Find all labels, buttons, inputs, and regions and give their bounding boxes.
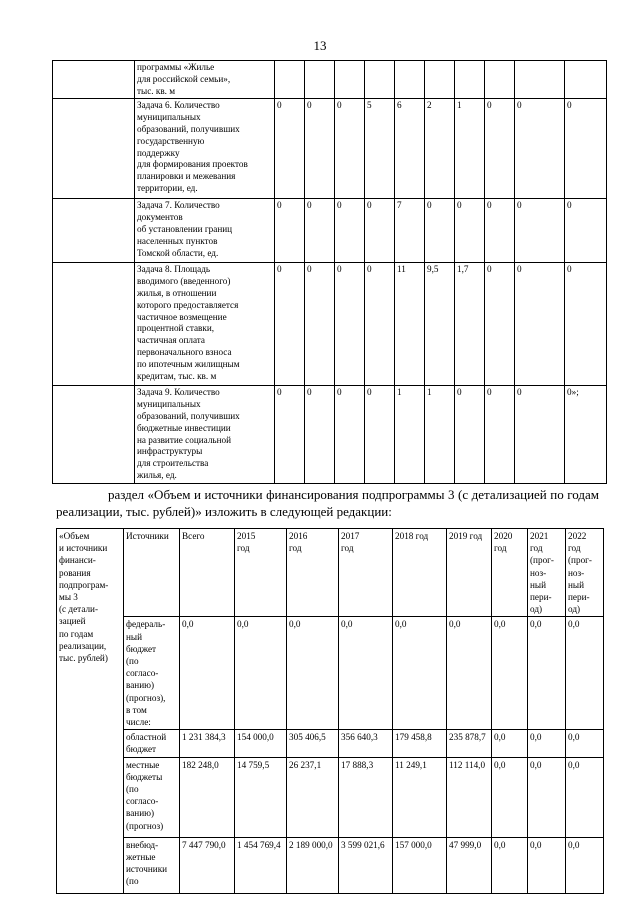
indicator-description: программы «Жилье для российской семьи», тыс. кв. м [135,61,275,99]
amount-cell: 26 237,1 [287,757,339,837]
indicator-value: 0 [275,263,305,386]
indicator-value [425,61,455,99]
indicator-value: 0 [455,199,485,263]
column-header: 2019 год [447,529,492,617]
source-cell: местные бюджеты (по согласо- ванию) (прогноз) [124,757,180,837]
amount-cell: 235 878,7 [447,730,492,757]
amount-cell: 0,0 [528,757,566,837]
amount-cell: 0,0 [528,617,566,730]
indicator-value [335,61,365,99]
side-label: «Объем и источники финанси- рования подпрограм- мы 3 (с детали- зацией по годам реализации, тыс. рублей) [57,529,124,894]
table-row [53,61,607,99]
column-header: 2015 год [235,529,287,617]
indicator-value: 0 [305,386,335,483]
amount-cell: 11 249,1 [393,757,447,837]
indicator-value: 0 [275,199,305,263]
table-row [53,263,607,386]
table-row [57,757,604,837]
indicator-value: 0 [485,199,515,263]
column-header: 2022 год (прог- ноз- ный пери- од) [566,529,604,617]
amount-cell: 1 231 384,3 [180,730,235,757]
indicator-description: Задача 7. Количество документов об установлении границ населенных пунктов Томской области, ед. [135,199,275,263]
indicator-value: 0 [365,386,395,483]
indicator-value: 9,5 [425,263,455,386]
source-cell: областной бюджет [124,730,180,757]
amount-cell: 0,0 [566,730,604,757]
indicator-value: 1 [395,386,425,483]
indicator-value: 5 [365,99,395,199]
indicator-value: 0 [365,263,395,386]
indicator-value [485,61,515,99]
indicator-description: Задача 6. Количество муниципальных образований, получивших государственную поддержку для формирования проектов планировки и межевания территории, ед. [135,99,275,199]
indicator-value: 2 [425,99,455,199]
indicator-value: 0 [335,263,365,386]
indicator-value: 0 [335,199,365,263]
indicator-value: 0 [425,199,455,263]
amount-cell: 0,0 [528,730,566,757]
amount-cell: 0,0 [528,837,566,893]
column-header: 2020 год [492,529,528,617]
indicator-value: 0 [515,199,565,263]
indicator-value: 0 [335,386,365,483]
amount-cell: 1 454 769,4 [235,837,287,893]
table-row [57,730,604,757]
empty-cell [53,263,135,386]
indicator-value: 7 [395,199,425,263]
indicator-value [455,61,485,99]
amount-cell: 0,0 [492,757,528,837]
empty-cell [53,61,135,99]
amount-cell: 157 000,0 [393,837,447,893]
header-row [57,529,604,617]
indicator-value: 6 [395,99,425,199]
amount-cell: 17 888,3 [339,757,393,837]
amount-cell: 3 599 021,6 [339,837,393,893]
indicator-value: 0 [305,263,335,386]
indicator-value: 0 [485,263,515,386]
amount-cell: 305 406,5 [287,730,339,757]
indicator-value: 0 [365,199,395,263]
amount-cell: 47 999,0 [447,837,492,893]
indicator-value: 1 [455,99,485,199]
amount-cell: 154 000,0 [235,730,287,757]
section-paragraph: раздел «Объем и источники финансирования подпрограммы 3 (с детализацией по годам реализации, тыс. рублей)» изложить в следующей редакции: [56,487,599,519]
amount-cell: 14 759,5 [235,757,287,837]
source-cell: федераль- ный бюджет (по согласо- ванию) (прогноз), в том числе: [124,617,180,730]
amount-cell: 0,0 [235,617,287,730]
amount-cell: 0,0 [566,837,604,893]
table-row [57,617,604,730]
indicator-value [565,61,607,99]
indicator-value [365,61,395,99]
amount-cell: 0,0 [492,617,528,730]
table-row [53,99,607,199]
indicator-value: 0 [485,386,515,483]
indicator-value: 0 [305,99,335,199]
table-row [53,199,607,263]
amount-cell: 7 447 790,0 [180,837,235,893]
indicator-value [395,61,425,99]
column-header: 2021 год (прог- ноз- ный пери- од) [528,529,566,617]
indicators-table [52,60,607,484]
source-cell: внебюд- жетные источники (по [124,837,180,893]
indicator-value [305,61,335,99]
amount-cell: 179 458,8 [393,730,447,757]
empty-cell [53,386,135,483]
indicator-value: 0 [305,199,335,263]
amount-cell: 0,0 [566,757,604,837]
empty-cell [53,99,135,199]
table-row [57,837,604,893]
column-header: Всего [180,529,235,617]
indicator-description: Задача 8. Площадь вводимого (введенного) жилья, в отношении которого предоставляется частичное возмещение процентной ставки, частичная оплата первоначального взноса по ипотечным жилищным кредитам, тыс. кв. м [135,263,275,386]
indicator-value: 11 [395,263,425,386]
table-row [53,386,607,483]
indicator-value: 1,7 [455,263,485,386]
page-number: 13 [313,38,327,53]
indicator-value: 0 [275,99,305,199]
amount-cell: 0,0 [180,617,235,730]
indicator-value: 1 [425,386,455,483]
column-header: Источники [124,529,180,617]
indicator-value [275,61,305,99]
amount-cell: 112 114,0 [447,757,492,837]
indicator-value: 0 [565,199,607,263]
indicator-value: 0»; [565,386,607,483]
indicator-value: 0 [515,263,565,386]
indicator-value: 0 [565,263,607,386]
indicator-value: 0 [455,386,485,483]
amount-cell: 0,0 [287,617,339,730]
indicator-value: 0 [565,99,607,199]
amount-cell: 0,0 [492,730,528,757]
amount-cell: 0,0 [492,837,528,893]
empty-cell [53,199,135,263]
amount-cell: 0,0 [566,617,604,730]
indicator-value: 0 [275,386,305,483]
indicator-value [515,61,565,99]
indicator-value: 0 [485,99,515,199]
column-header: 2017 год [339,529,393,617]
indicator-value: 0 [515,386,565,483]
amount-cell: 182 248,0 [180,757,235,837]
indicator-value: 0 [515,99,565,199]
indicator-description: Задача 9. Количество муниципальных образований, получивших бюджетные инвестиции на развитие социальной инфраструктуры для строительства жилья, ед. [135,386,275,483]
amount-cell: 0,0 [393,617,447,730]
amount-cell: 0,0 [447,617,492,730]
column-header: 2016 год [287,529,339,617]
indicator-value: 0 [335,99,365,199]
amount-cell: 356 640,3 [339,730,393,757]
amount-cell: 0,0 [339,617,393,730]
amount-cell: 2 189 000,0 [287,837,339,893]
column-header: 2018 год [393,529,447,617]
finance-table [56,528,604,894]
